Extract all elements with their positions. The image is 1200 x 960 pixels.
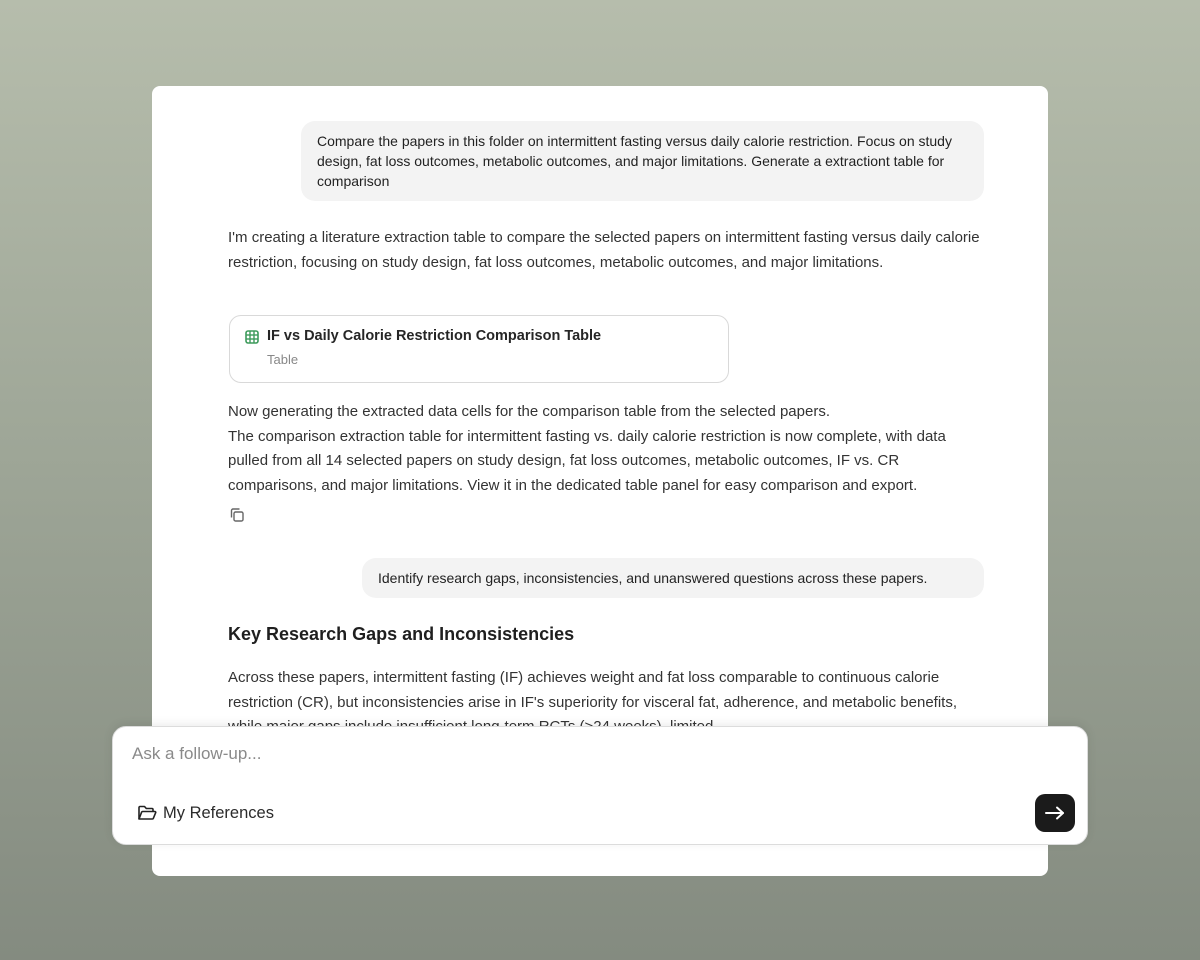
send-button[interactable] — [1035, 794, 1075, 832]
assistant-status-text: Now generating the extracted data cells for the comparison table from the selected papers. — [228, 403, 830, 420]
arrow-right-icon — [1044, 805, 1066, 821]
table-artifact-type: Table — [267, 352, 299, 367]
assistant-message — [228, 400, 988, 498]
user-message — [362, 558, 984, 598]
assistant-summary-text: The comparison extraction table for intermittent fasting vs. daily calorie restriction is now complete, with data pulled from all 14 selected papers on study design, fat loss outcomes, metabolic outcomes, IF vs. CR comparisons, and major limitations. View it in the dedicated table panel for easy comparison and export. — [228, 427, 946, 494]
copy-icon[interactable] — [228, 506, 246, 524]
section-heading: Key Research Gaps and Inconsistencies — [228, 624, 575, 644]
table-artifact-card[interactable] — [229, 315, 729, 383]
assistant-message: Across these papers, intermittent fasting (IF) achieves weight and fat loss comparable to continuous calorie restriction (CR), but inconsistencies arise in IF's superiority for visceral fat, adherence, and metabolic benefits, — [228, 669, 958, 711]
user-message-text: Compare the papers in this folder on intermittent fasting versus daily calorie restriction. Focus on study design, fat loss outcomes, metabolic outcomes, and major limitations. Generate a extractiont table for comparison — [317, 133, 952, 189]
my-references-button[interactable] — [137, 800, 274, 826]
assistant-message: I'm creating a literature extraction table to compare the selected papers on intermittent fasting versus daily calorie restriction, focusing on study design, fat loss outcomes, metabolic outcomes, and major limitations. — [228, 229, 980, 271]
folder-open-icon — [137, 803, 157, 823]
user-message — [301, 121, 984, 201]
table-artifact-title: IF vs Daily Calorie Restriction Comparison Table — [267, 328, 602, 344]
my-references-label: My References — [163, 803, 274, 822]
follow-up-input[interactable] — [132, 739, 1032, 769]
table-grid-icon — [245, 330, 259, 344]
composer — [112, 726, 1088, 845]
user-message-text: Identify research gaps, inconsistencies, and unanswered questions across these papers. — [378, 570, 928, 586]
